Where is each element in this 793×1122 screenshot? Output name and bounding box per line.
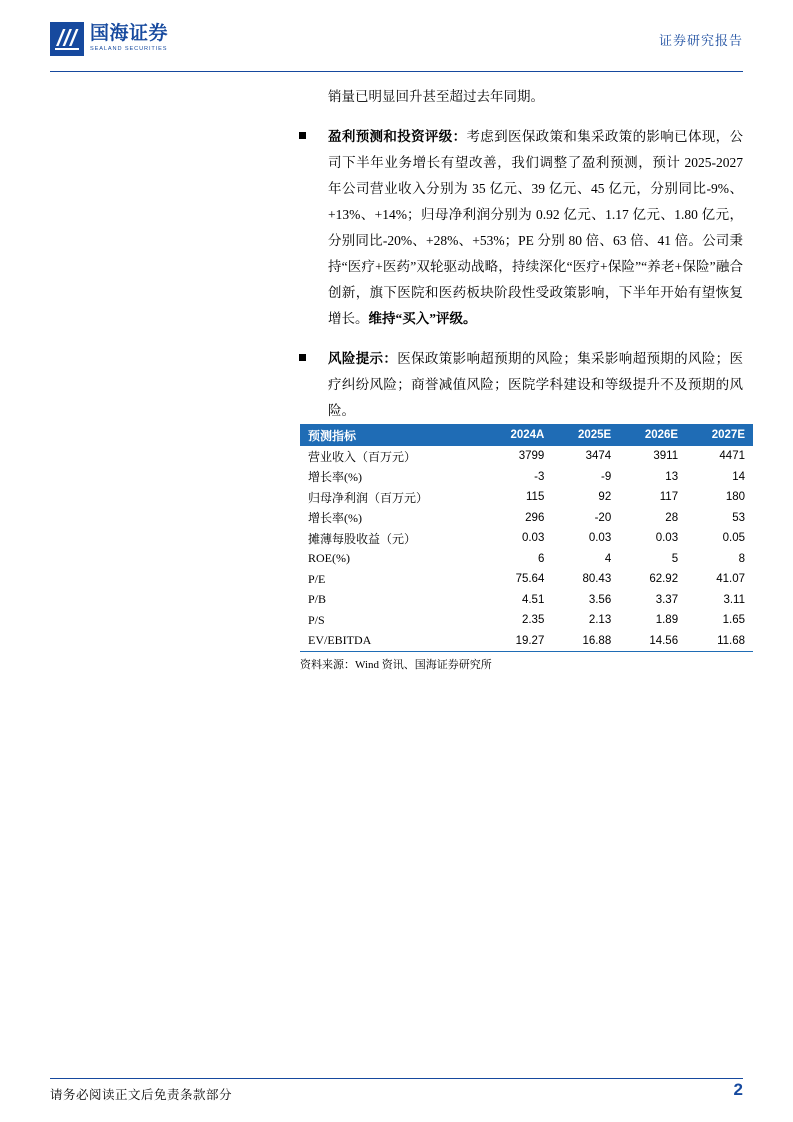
cell-value: 180: [725, 491, 745, 504]
table-row: [300, 467, 753, 488]
cell-value: 3.11: [723, 593, 745, 606]
bullet-text: 考虑到医保政策和集采政策的影响已体现，公司下半年业务增长有望改善，我们调整了盈利预测，预计 2025-2027 年公司营业收入分别为 35 亿元、39 亿元、45 亿元，分别同比-9%、+13%、+14%；归母净利润分别为 0.92 亿元、1.17 亿元、1.80 亿元，分别同比-20%、+28%、+53%；PE 分别 80 倍、63 倍、41 倍。公司秉持“医疗+医药”双轮驱动战略，持续深化“医疗+保险”“养老+保险”融合创新，旗下医院和医药板块阶段性受政策影响，下半年开始有望恢复增长。: [328, 129, 744, 326]
cell-value: 2.35: [521, 614, 545, 627]
brand-name-cn: 国海证券: [90, 23, 169, 44]
cell-value: 28: [665, 511, 679, 524]
cell-value: 11.68: [686, 631, 753, 652]
cell-metric: EV/EBITDA: [300, 631, 485, 652]
cell-value: -9: [600, 470, 612, 483]
bullet-item-risk-warning: [328, 346, 743, 424]
cell-metric: 归母净利润（百万元）: [308, 490, 429, 505]
table-header-cell-2024a: 2024A: [485, 424, 553, 446]
cell-value: 4471: [719, 450, 745, 463]
table-header-cell-2026e: 2026E: [619, 424, 686, 446]
cell-value: 3.56: [588, 593, 612, 606]
cell-value: -20: [594, 511, 612, 524]
cell-metric: P/E: [308, 571, 326, 586]
cell-value: 117: [659, 491, 679, 504]
cell-value: 0.03: [655, 532, 679, 545]
table-row: [300, 610, 753, 631]
table-row: [300, 631, 753, 652]
table-row: [300, 569, 753, 590]
document-type-label: 证券研究报告: [658, 33, 743, 48]
cell-value: 92: [598, 491, 612, 504]
square-bullet-icon: [299, 354, 306, 361]
cell-metric: 增长率(%): [308, 470, 362, 485]
page-header: [50, 22, 743, 70]
cell-value: 16.88: [552, 631, 619, 652]
cell-value: 115: [526, 491, 545, 504]
brand-name-en: SEALAND SECURITIES: [90, 46, 168, 52]
cell-metric: 营业收入（百万元）: [308, 449, 417, 464]
cell-value: 53: [732, 511, 745, 524]
cell-value: 1.89: [655, 614, 679, 627]
bullet-text: 医保政策影响超预期的风险；集采影响超预期的风险；医疗纠纷风险；商誉减值风险；医院学科建设和等级提升不及预期的风险。: [328, 351, 744, 418]
table-row: [300, 508, 753, 529]
table-row: [300, 590, 753, 611]
brand-text: [90, 22, 168, 54]
table-header-row: [300, 424, 753, 446]
cell-value: 0.03: [521, 532, 545, 545]
cell-value: 0.05: [722, 532, 745, 545]
cell-metric: P/B: [308, 592, 327, 607]
cell-metric: 增长率(%): [308, 511, 362, 526]
cell-value: 3799: [518, 450, 545, 463]
cell-value: 14: [732, 470, 745, 483]
bullet-title: 盈利预测和投资评级：: [328, 129, 467, 144]
footer-disclaimer: 请务必阅读正文后免责条款部分: [50, 1088, 233, 1102]
main-content: [50, 84, 750, 438]
table-header-cell-2027e: 2027E: [686, 424, 753, 446]
footer-divider: [50, 1078, 743, 1079]
cell-value: 3474: [585, 450, 612, 463]
cell-value: 13: [665, 470, 679, 483]
bullet-title: 风险提示：: [328, 351, 398, 366]
bullet-item-earnings-forecast: [328, 124, 743, 332]
brand-logo-group: [50, 22, 168, 56]
table-row: [300, 487, 753, 508]
cell-value: 0.03: [588, 532, 612, 545]
table-header-cell-2025e: 2025E: [552, 424, 619, 446]
cell-value: 6: [537, 552, 545, 565]
table-row: [300, 446, 753, 467]
lead-paragraph: 销量已明显回升甚至超过去年同期。: [328, 89, 544, 104]
cell-value: 19.27: [485, 631, 553, 652]
cell-value: 8: [738, 552, 745, 565]
cell-value: 14.56: [619, 631, 686, 652]
header-divider: [50, 71, 743, 72]
cell-value: 4.51: [521, 593, 545, 606]
financial-forecast-table: [300, 424, 753, 652]
table-body: [300, 446, 753, 652]
sealand-logo-icon: [50, 22, 84, 56]
bullet-tail-emphasis: 维持“买入”评级。: [368, 311, 477, 326]
cell-value: 1.65: [722, 614, 745, 627]
cell-value: 41.07: [716, 573, 745, 586]
table-row: [300, 549, 753, 570]
cell-value: 3.37: [655, 593, 679, 606]
cell-metric: 摊薄每股收益（元）: [308, 531, 417, 546]
cell-value: 62.92: [649, 573, 679, 586]
table-header-cell-metric: 预测指标: [300, 424, 485, 446]
table-source-note: 资料来源：Wind 资讯、国海证券研究所: [300, 659, 492, 671]
cell-value: 296: [525, 511, 545, 524]
cell-value: 3911: [653, 450, 679, 463]
cell-value: 4: [604, 552, 612, 565]
cell-metric: P/S: [308, 612, 325, 627]
cell-metric: ROE(%): [308, 551, 350, 566]
page-number: 2: [733, 1080, 743, 1099]
cell-value: 75.64: [515, 573, 545, 586]
cell-value: 5: [671, 552, 679, 565]
cell-value: 2.13: [588, 614, 612, 627]
cell-value: -3: [534, 470, 545, 483]
cell-value: 80.43: [582, 573, 612, 586]
table-row: [300, 528, 753, 549]
financial-forecast-table-wrapper: [300, 424, 753, 672]
square-bullet-icon: [299, 132, 306, 139]
